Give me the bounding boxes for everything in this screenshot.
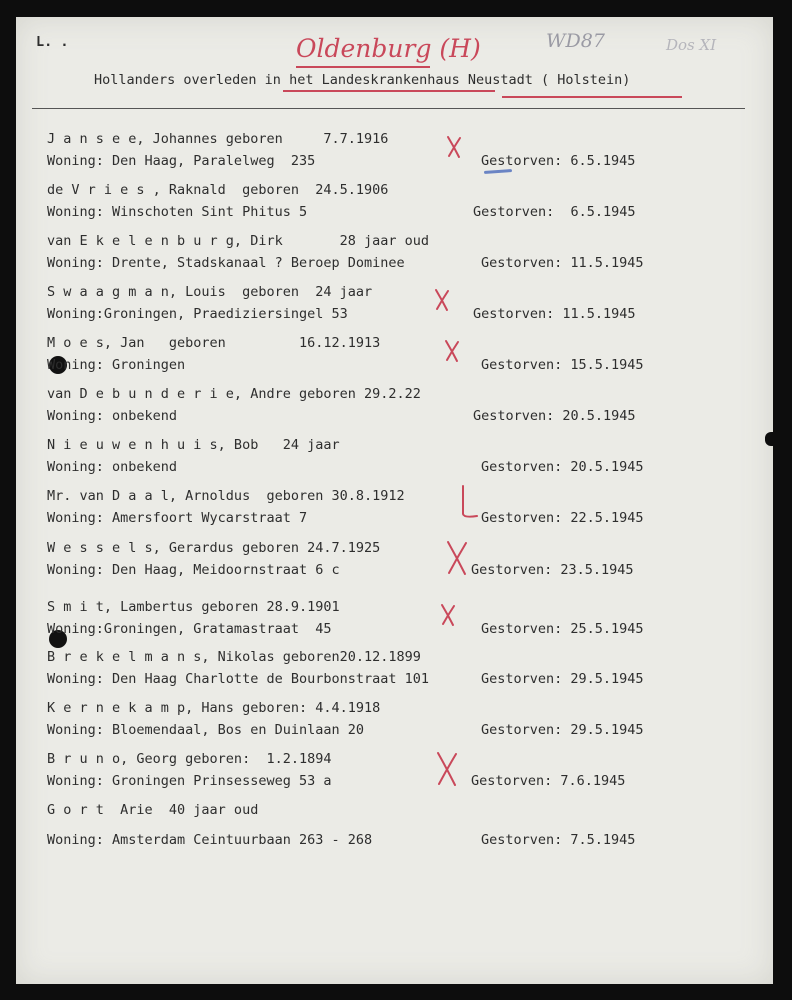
reference-code: WD87 xyxy=(546,30,605,52)
entry-name-line: de V r i e s , Raknald geboren 24.5.1906 xyxy=(47,182,389,198)
entry-death-date: Gestorven: 29.5.1945 xyxy=(481,722,644,738)
red-pencil-l-mark xyxy=(455,484,479,520)
page-edge-notch xyxy=(765,432,775,446)
entry-name-line: B r u n o, Georg geboren: 1.2.1894 xyxy=(47,751,332,767)
entry-death-date: Gestorven: 7.5.1945 xyxy=(481,832,636,848)
entry-name-line: K e r n e k a m p, Hans geboren: 4.4.1918 xyxy=(47,700,381,716)
entry-address-line: Woning: Den Haag, Meidoornstraat 6 c xyxy=(47,562,340,578)
entry-address-line: Woning:Groningen, Praediziersingel 53 xyxy=(47,306,348,322)
entry-death-date: Gestorven: 20.5.1945 xyxy=(481,459,644,475)
entry-name-line: N i e u w e n h u i s, Bob 24 jaar xyxy=(47,437,340,453)
page-header: Hollanders overleden in het Landeskrankenhaus Neustadt ( Holstein) xyxy=(94,72,631,88)
entry-name-line: G o r t Arie 40 jaar oud xyxy=(47,802,259,818)
entry-death-date: Gestorven: 15.5.1945 xyxy=(481,357,644,373)
faint-note: Dos XI xyxy=(666,36,717,54)
red-pencil-cross-mark xyxy=(440,603,456,627)
entry-address-line: Woning: Den Haag, Paralelweg 235 xyxy=(47,153,316,169)
corner-mark: L. . xyxy=(36,34,69,50)
entry-address-line: Woning: Den Haag Charlotte de Bourbonstraat 101 xyxy=(47,671,430,687)
header-underline-2 xyxy=(502,96,682,98)
title-underline xyxy=(296,66,430,68)
entry-address-line: Woning: Amersfoort Wycarstraat 7 xyxy=(47,510,308,526)
entry-address-line: Woning: Amsterdam Ceintuurbaan 263 - 268 xyxy=(47,832,373,848)
entry-address-line: Woning: onbekend xyxy=(47,459,178,475)
red-pencil-cross-mark xyxy=(446,135,462,159)
header-underline-1 xyxy=(283,90,495,92)
entry-death-date: Gestorven: 6.5.1945 xyxy=(473,204,636,220)
entry-address-line: Woning: Groningen Prinsesseweg 53 a xyxy=(47,773,332,789)
header-rule xyxy=(32,108,745,109)
entry-death-date: Gestorven: 23.5.1945 xyxy=(471,562,634,578)
handwritten-title: Oldenburg (H) xyxy=(296,34,481,63)
entry-name-line: M o e s, Jan geboren 16.12.1913 xyxy=(47,335,381,351)
entry-address-line: Woning: onbekend xyxy=(47,408,178,424)
entry-address-line: Woning: Groningen xyxy=(47,357,186,373)
entry-death-date: Gestorven: 11.5.1945 xyxy=(481,255,644,271)
entry-name-line: B r e k e l m a n s, Nikolas geboren20.12.1899 xyxy=(47,649,421,665)
red-pencil-cross-mark xyxy=(446,540,468,576)
red-pencil-cross-mark xyxy=(434,288,450,312)
entry-name-line: W e s s e l s, Gerardus geboren 24.7.1925 xyxy=(47,540,381,556)
red-pencil-cross-mark xyxy=(436,751,458,787)
entry-name-line: Mr. van D a a l, Arnoldus geboren 30.8.1912 xyxy=(47,488,405,504)
entry-name-line: J a n s e e, Johannes geboren 7.7.1916 xyxy=(47,131,389,147)
entry-name-line: S w a a g m a n, Louis geboren 24 jaar xyxy=(47,284,373,300)
entry-death-date: Gestorven: 11.5.1945 xyxy=(473,306,636,322)
entry-death-date: Gestorven: 25.5.1945 xyxy=(481,621,644,637)
entry-address-line: Woning: Winschoten Sint Phitus 5 xyxy=(47,204,308,220)
entry-death-date: Gestorven: 6.5.1945 xyxy=(481,153,636,169)
entry-death-date: Gestorven: 7.6.1945 xyxy=(471,773,626,789)
entry-name-line: van D e b u n d e r i e, Andre geboren 29.2.22 xyxy=(47,386,421,402)
entry-address-line: Woning: Drente, Stadskanaal ? Beroep Dominee xyxy=(47,255,405,271)
entry-name-line: van E k e l e n b u r g, Dirk 28 jaar oud xyxy=(47,233,430,249)
red-pencil-cross-mark xyxy=(444,339,460,363)
entry-address-line: Woning: Bloemendaal, Bos en Duinlaan 20 xyxy=(47,722,364,738)
entry-address-line: Woning:Groningen, Gratamastraat 45 xyxy=(47,621,332,637)
entry-death-date: Gestorven: 29.5.1945 xyxy=(481,671,644,687)
entry-name-line: S m i t, Lambertus geboren 28.9.1901 xyxy=(47,599,340,615)
entry-death-date: Gestorven: 22.5.1945 xyxy=(481,510,644,526)
entry-death-date: Gestorven: 20.5.1945 xyxy=(473,408,636,424)
